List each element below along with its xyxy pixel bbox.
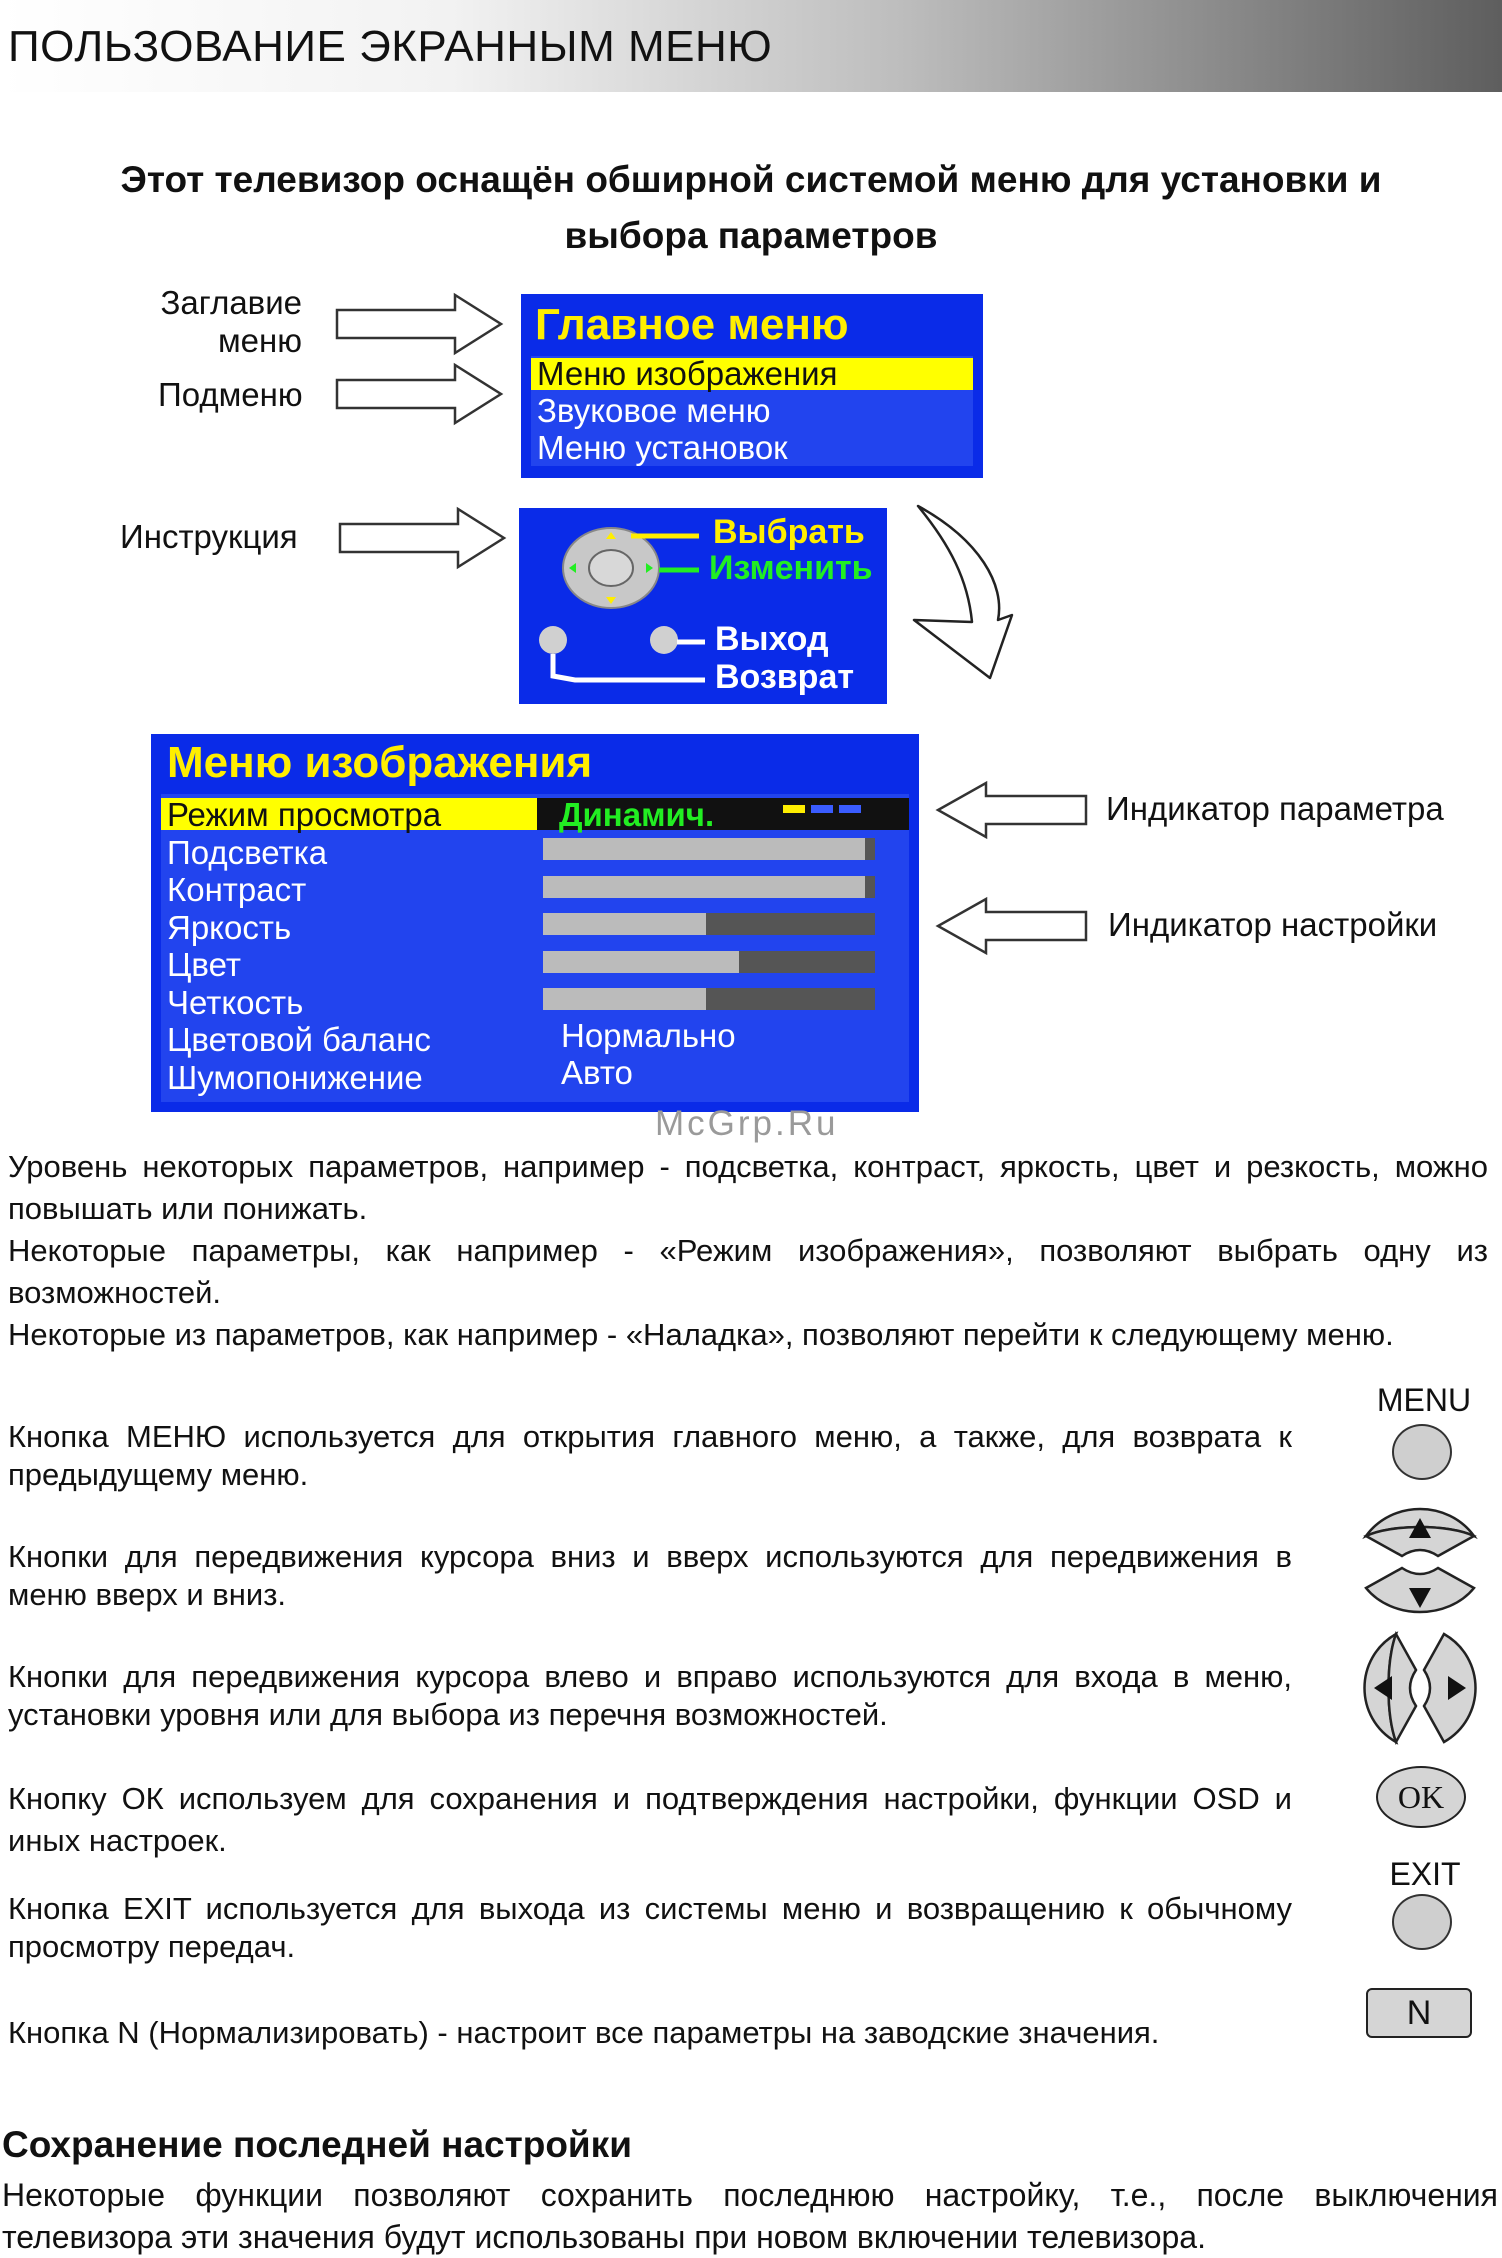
- ok-button[interactable]: [1376, 1766, 1466, 1828]
- intro-heading: [0, 152, 1502, 264]
- main-menu-title: Главное меню: [535, 300, 849, 349]
- page-title: ПОЛЬЗОВАНИЕ ЭКРАННЫМ МЕНЮ: [8, 22, 773, 71]
- right-button[interactable]: [1424, 1634, 1476, 1742]
- noise-reduction-value: Авто: [561, 1054, 633, 1091]
- main-menu-item-picture[interactable]: Меню изображения: [537, 355, 838, 392]
- picture-menu-item[interactable]: Цветовой баланс: [167, 1021, 431, 1058]
- arrow-right-icon: [338, 506, 508, 570]
- mode-indicator-dot: [783, 805, 805, 813]
- exit-button[interactable]: [1392, 1894, 1452, 1950]
- picture-menu-item[interactable]: Цвет: [167, 946, 241, 983]
- left-button[interactable]: [1365, 1634, 1417, 1742]
- save-section-text: Некоторые функции позволяют сохранить последнюю настройку, т.е., после выключения телевизора эти значения будут использованы при новом включении телевизора.: [2, 2177, 1498, 2255]
- picture-menu-item[interactable]: Шумопонижение: [167, 1058, 423, 1096]
- mode-value: Динамич.: [559, 796, 715, 833]
- paragraph-submenu: Некоторые из параметров, как например - «Наладка», позволяют перейти к следующему меню.: [8, 1317, 1394, 1352]
- watermark: McGrp.Ru: [655, 1104, 839, 1143]
- arrow-left-icon: [934, 780, 1090, 840]
- leftright-buttons: [1360, 1630, 1480, 1746]
- mode-indicator-dot: [811, 805, 833, 813]
- exit-button-label: EXIT: [1389, 1856, 1461, 1892]
- save-section-title: Сохранение последней настройки: [2, 2124, 632, 2165]
- instruction-back: Возврат: [715, 658, 855, 696]
- level-bar-track[interactable]: [543, 838, 875, 860]
- level-bar-fill: [543, 913, 706, 935]
- down-button[interactable]: [1366, 1568, 1474, 1612]
- intro-line-1: Этот телевизор оснащён обширной системой меню для установки и: [120, 159, 1382, 200]
- picture-menu-item[interactable]: Режим просмотра: [167, 796, 442, 833]
- label-adjust-indicator: Индикатор настройки: [1108, 906, 1438, 943]
- picture-menu-item[interactable]: Четкость: [167, 983, 304, 1021]
- main-menu-item-sound[interactable]: Звуковое меню: [537, 392, 771, 429]
- menu-button-description: Кнопка МЕНЮ используется для открытия главного меню, а также, для возврата к предыдущему меню.: [8, 1419, 1292, 1492]
- n-button[interactable]: [1366, 1988, 1472, 2038]
- label-menu-title: [152, 284, 302, 360]
- picture-menu-title: Меню изображения: [167, 738, 593, 787]
- instruction-change: Изменить: [709, 549, 873, 587]
- up-button[interactable]: [1366, 1509, 1474, 1556]
- main-menu-item-settings[interactable]: Меню установок: [537, 429, 788, 466]
- picture-menu-item[interactable]: Контраст: [167, 871, 307, 908]
- level-bar-track[interactable]: [543, 876, 875, 898]
- picture-menu-item[interactable]: Подсветка: [167, 833, 328, 871]
- instruction-panel: [519, 508, 887, 704]
- color-balance-value: Нормально: [561, 1017, 736, 1054]
- label-menu-title-line-2: меню: [217, 322, 302, 359]
- curved-arrow-down-icon: [910, 500, 1030, 685]
- label-instruction: Инструкция: [120, 518, 298, 555]
- arrow-right-icon: [335, 362, 505, 426]
- paragraph-levels: Уровень некоторых параметров, например - подсветка, контраст, яркость, цвет и резкость, можно повышать или понижать.: [8, 1149, 1488, 1226]
- label-submenu: Подменю: [158, 376, 303, 413]
- leftright-buttons-description: Кнопки для передвижения курсора влево и вправо используются для входа в меню, установки уровня или для выбора из перечня возможностей.: [8, 1659, 1292, 1732]
- updown-buttons-description: Кнопки для передвижения курсора вниз и вверх используются для передвижения в меню вверх и вниз.: [8, 1539, 1292, 1612]
- instruction-select: Выбрать: [713, 513, 865, 551]
- level-bar-fill: [543, 988, 706, 1010]
- level-bar-fill: [543, 876, 865, 898]
- updown-buttons: [1362, 1504, 1478, 1622]
- n-button-label: N: [1406, 1994, 1432, 2032]
- level-bar-track[interactable]: [543, 951, 875, 973]
- level-bar-track[interactable]: [543, 913, 875, 935]
- menu-button[interactable]: [1392, 1424, 1452, 1480]
- mode-indicator-dot: [839, 805, 861, 813]
- ok-button-description: Кнопку ОК используем для сохранения и подтверждения настройки, функции OSD и иных настроек.: [8, 1781, 1292, 1858]
- picture-menu-panel: [151, 734, 919, 1112]
- exit-button-description: Кнопка EXIT используется для выхода из системы меню и возвращению к обычному просмотру передач.: [8, 1891, 1292, 1964]
- arrow-left-icon: [934, 896, 1090, 956]
- main-menu-panel: [521, 294, 983, 478]
- arrow-right-icon: [335, 292, 505, 356]
- label-menu-title-line-1: Заглавие: [160, 284, 302, 321]
- menu-button-label: MENU: [1376, 1382, 1472, 1418]
- ok-button-label: OK: [1397, 1779, 1445, 1815]
- level-bar-fill: [543, 838, 865, 860]
- level-bar-track[interactable]: [543, 988, 875, 1010]
- n-button-description: Кнопка N (Нормализировать) - настроит все параметры на заводские значения.: [8, 2015, 1160, 2050]
- level-bar-fill: [543, 951, 739, 973]
- picture-menu-item[interactable]: Яркость: [167, 908, 292, 946]
- instruction-exit: Выход: [715, 620, 829, 658]
- label-parameter-indicator: Индикатор параметра: [1106, 790, 1444, 827]
- paragraph-options: Некоторые параметры, как например - «Режим изображения», позволяют выбрать одну из возможностей.: [8, 1233, 1488, 1310]
- intro-line-2: выбора параметров: [564, 215, 938, 256]
